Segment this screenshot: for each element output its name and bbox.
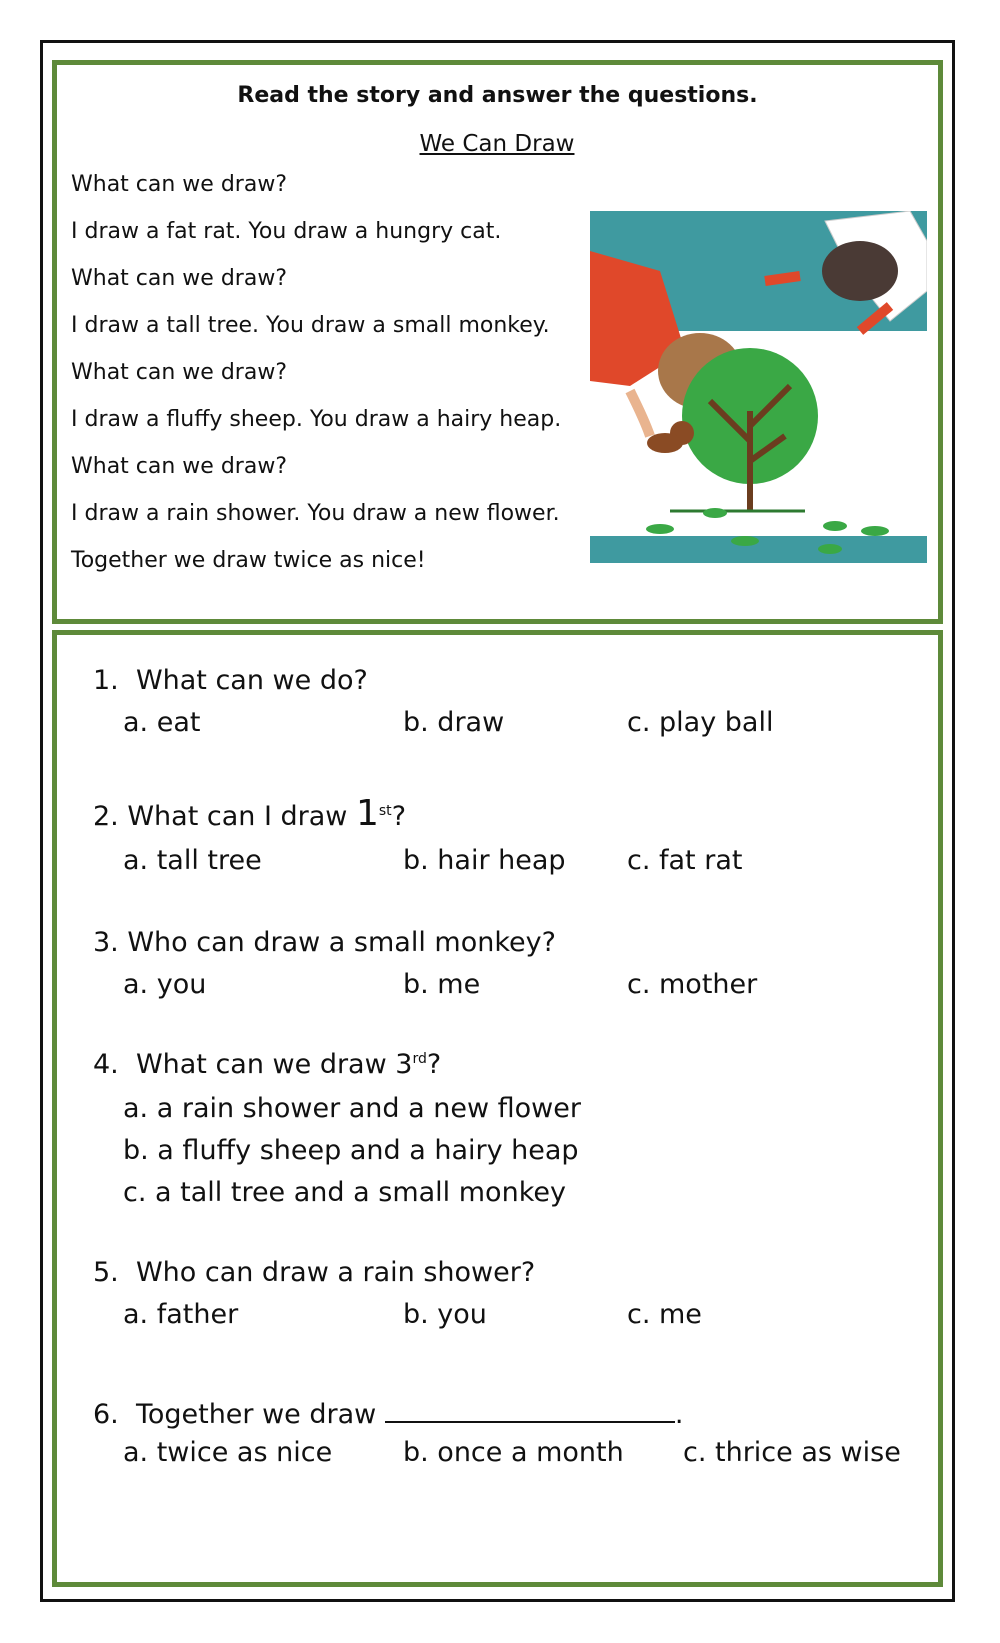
q3-option-b[interactable]: b. me bbox=[403, 969, 481, 1000]
story-section bbox=[52, 60, 943, 624]
q4-option-c[interactable]: c. a tall tree and a small monkey bbox=[123, 1177, 566, 1208]
q1-option-c[interactable]: c. play ball bbox=[627, 707, 774, 738]
story-title: We Can Draw bbox=[419, 131, 575, 157]
story-line: What can we draw? bbox=[71, 266, 287, 291]
story-line: I draw a fluffy sheep. You draw a hairy heap. bbox=[71, 407, 562, 432]
q4-option-b[interactable]: b. a fluffy sheep and a hairy heap bbox=[123, 1135, 579, 1166]
q6-option-c[interactable]: c. thrice as wise bbox=[683, 1437, 901, 1468]
q5-option-a[interactable]: a. father bbox=[123, 1299, 239, 1330]
q1-option-a[interactable]: a. eat bbox=[123, 707, 201, 738]
answer-blank[interactable] bbox=[385, 1393, 675, 1423]
q3-option-a[interactable]: a. you bbox=[123, 969, 207, 1000]
story-line: What can we draw? bbox=[71, 172, 287, 197]
story-illustration bbox=[590, 211, 927, 563]
q2-option-b[interactable]: b. hair heap bbox=[403, 845, 566, 876]
q6-option-a[interactable]: a. twice as nice bbox=[123, 1437, 333, 1468]
q5-option-c[interactable]: c. me bbox=[627, 1299, 702, 1330]
story-line: What can we draw? bbox=[71, 454, 287, 479]
question-2: 2. What can I draw 1st? bbox=[93, 793, 407, 834]
q2-option-a[interactable]: a. tall tree bbox=[123, 845, 262, 876]
q3-option-c[interactable]: c. mother bbox=[627, 969, 758, 1000]
story-line: I draw a fat rat. You draw a hungry cat. bbox=[71, 219, 502, 244]
q4-option-a[interactable]: a. a rain shower and a new flower bbox=[123, 1093, 581, 1124]
q1-option-b[interactable]: b. draw bbox=[403, 707, 505, 738]
q2-option-c[interactable]: c. fat rat bbox=[627, 845, 743, 876]
question-1: 1. What can we do? bbox=[93, 665, 368, 696]
question-5: 5. Who can draw a rain shower? bbox=[93, 1257, 536, 1288]
question-3: 3. Who can draw a small monkey? bbox=[93, 927, 556, 958]
q5-option-b[interactable]: b. you bbox=[403, 1299, 487, 1330]
story-line: What can we draw? bbox=[71, 360, 287, 385]
story-line: Together we draw twice as nice! bbox=[71, 548, 426, 573]
question-6: 6. Together we draw . bbox=[93, 1393, 683, 1430]
story-line: I draw a rain shower. You draw a new flower. bbox=[71, 501, 560, 526]
questions-section bbox=[52, 630, 943, 1587]
story-line: I draw a tall tree. You draw a small monkey. bbox=[71, 313, 550, 338]
q6-option-b[interactable]: b. once a month bbox=[403, 1437, 624, 1468]
instruction: Read the story and answer the questions. bbox=[237, 83, 758, 108]
question-4: 4. What can we draw 3rd? bbox=[93, 1049, 442, 1080]
